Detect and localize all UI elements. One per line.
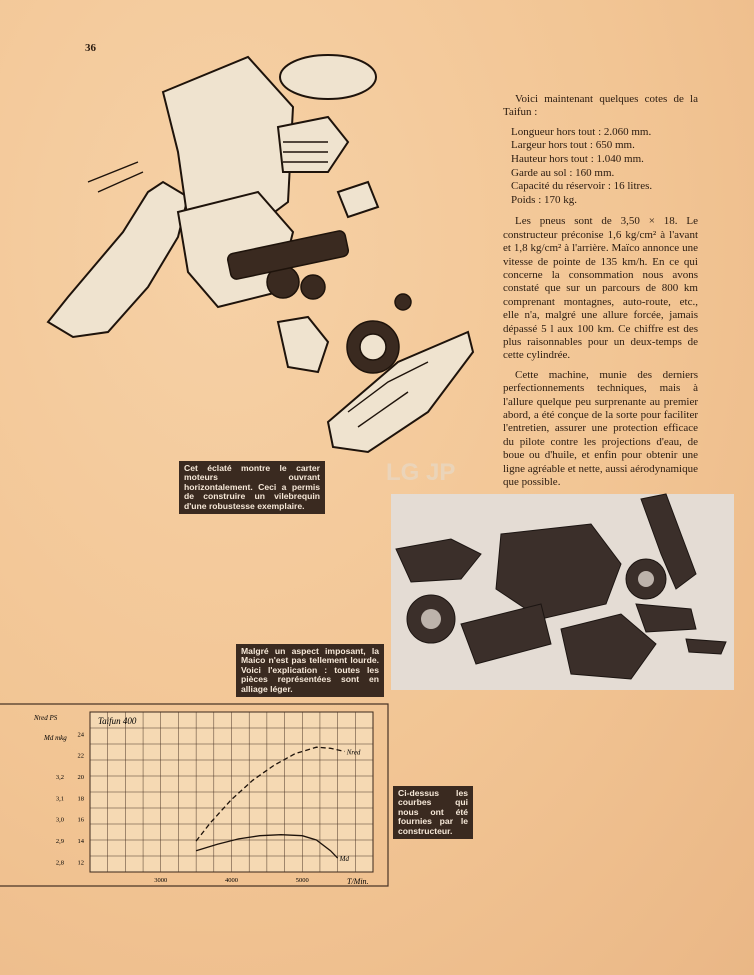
x-tick-label: 4000	[225, 877, 238, 884]
y-axis-label-left: Md mkg	[44, 734, 67, 742]
y-tick-label-ps: 18	[77, 795, 84, 803]
spec-item: Capacité du réservoir : 16 litres.	[511, 180, 653, 193]
y-tick-label-ps: 14	[77, 838, 84, 845]
spec-item: Longueur hors tout : 2.060 mm.	[511, 125, 652, 138]
spec-item: Largeur hors tout : 650 mm.	[511, 139, 635, 152]
article-intro: Voici maintenant quelques cotes de la Taifun :	[503, 93, 698, 119]
y-tick-label-md: 3,0	[55, 816, 64, 824]
y-tick-label-ps: 12	[77, 859, 84, 867]
x-axis-label: T/Min.	[347, 877, 369, 886]
spec-list	[511, 126, 698, 208]
caption-chart: Ci-dessus les courbes qui nous ont été fournies par le constructeur.	[393, 786, 473, 839]
y-tick-label-md: 2,8	[55, 859, 64, 867]
chart-title: Taifun 400	[98, 716, 137, 726]
page-number: 36	[85, 42, 96, 54]
y-tick-label-ps: 16	[77, 816, 84, 824]
engine-exploded-illustration	[28, 32, 488, 512]
y-tick-label-ps: 20	[77, 774, 84, 781]
caption-exploded-view: Cet éclaté montre le carter moteurs ouvrant horizontalement. Ceci a permis de construire un vilebrequin d'une robustesse exemplaire.	[179, 461, 325, 514]
article-column	[503, 93, 698, 521]
watermark-text: LG JP	[386, 459, 456, 486]
x-tick-label: 5000	[295, 877, 309, 884]
performance-chart	[0, 700, 388, 890]
article-paragraph: Les pneus sont de 3,50 × 18. Le constructeur préconise 1,6 kg/cm² à l'avant et 1,8 kg/cm² à l'arrière. Maïco annonce une vitesse de pointe de 135 km/h. En ce qui concerne la consommation nous avons constaté que sur un parcours de 800 km comprenant montagnes, auto-route, etc., elle n'a, malgré une allure forcée, jamais dépassé 5 l aux 100 km. Ce chiffre est des plus raisonnables pour un deux-temps de cette cylindrée.	[503, 215, 698, 362]
x-tick-label: 3000	[154, 877, 168, 884]
y-tick-label-ps: 22	[77, 752, 84, 760]
spec-item: Poids : 170 kg.	[511, 193, 578, 206]
series-label-nred: Nred	[346, 748, 361, 757]
parts-photo	[391, 494, 734, 690]
y-tick-label-ps: 24	[77, 731, 84, 739]
article-paragraph: Cette machine, munie des derniers perfectionnements techniques, mais à l'allure quelque peu surprenante au premier abord, a été conçue de la sorte pour faciliter l'entretien, assurer une protection efficace du pilote contre les projections d'eau, de boue ou d'huile, et enfin pour obtenir une ligne agréable et nette, aussi aérodynamique que possible.	[503, 368, 698, 489]
y-tick-label-md: 2,9	[55, 838, 64, 845]
y-tick-label-md: 3,1	[55, 795, 64, 803]
spec-item: Garde au sol : 160 mm.	[511, 166, 615, 179]
series-label-md: Md	[339, 855, 349, 864]
y-tick-label-md: 3,2	[55, 774, 64, 781]
caption-photo: Malgré un aspect imposant, la Maico n'est pas tellement lourde. Voici l'explication : toutes les pièces représentées sont en alliage léger.	[236, 644, 384, 697]
spec-item: Hauteur hors tout : 1.040 mm.	[511, 153, 644, 165]
y-axis-label-right: Nred PS	[34, 714, 58, 722]
